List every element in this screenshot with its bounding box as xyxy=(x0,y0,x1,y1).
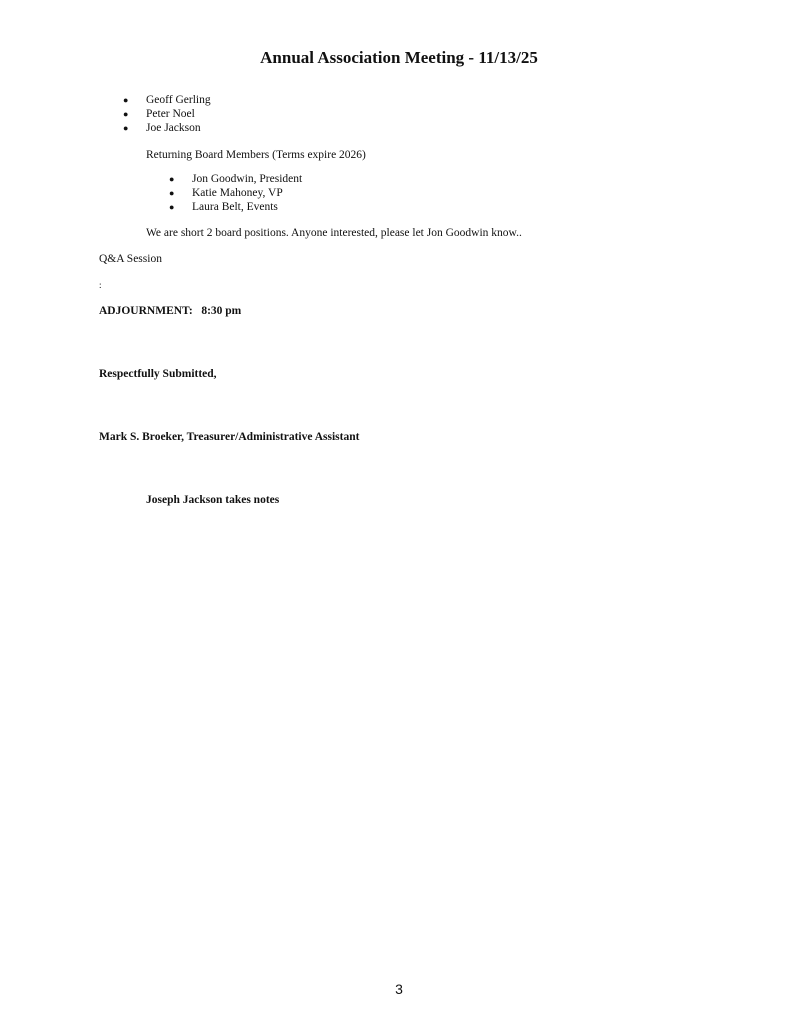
page-title: Annual Association Meeting - 11/13/25 xyxy=(260,48,538,67)
adjournment-line: ADJOURNMENT: 8:30 pm xyxy=(99,305,242,317)
list-item-text: Joe Jackson xyxy=(146,122,201,134)
page-number: 3 xyxy=(395,981,403,997)
list-item-text: Laura Belt, Events xyxy=(192,201,278,213)
closing-line: Respectfully Submitted, xyxy=(99,368,217,380)
list-item xyxy=(169,172,303,186)
bullet-icon: ● xyxy=(123,123,129,133)
list-item-text: Geoff Gerling xyxy=(146,94,211,106)
bullet-icon: ● xyxy=(169,202,175,212)
list-item xyxy=(123,121,211,135)
short-positions-note: We are short 2 board positions. Anyone interested, please let Jon Goodwin know.. xyxy=(146,227,522,239)
bullet-icon: ● xyxy=(123,109,129,119)
bullet-icon: ● xyxy=(169,174,175,184)
list-item xyxy=(123,107,211,121)
new-members-list xyxy=(123,93,211,135)
notes-taker-line: Joseph Jackson takes notes xyxy=(146,494,280,506)
list-item-text: Katie Mahoney, VP xyxy=(192,187,283,199)
bullet-icon: ● xyxy=(169,188,175,198)
list-item xyxy=(169,200,302,214)
list-item xyxy=(123,93,211,107)
bullet-icon: ● xyxy=(123,95,129,105)
qa-session-heading: Q&A Session xyxy=(99,253,162,265)
list-item-text: Peter Noel xyxy=(146,108,195,120)
stray-mark: : xyxy=(99,280,102,290)
returning-members-list xyxy=(169,172,303,214)
signature-line: Mark S. Broeker, Treasurer/Administrative Assistant xyxy=(99,431,360,443)
returning-members-heading: Returning Board Members (Terms expire 2026) xyxy=(146,149,366,161)
list-item xyxy=(169,186,302,200)
list-item-text: Jon Goodwin, President xyxy=(192,173,303,185)
